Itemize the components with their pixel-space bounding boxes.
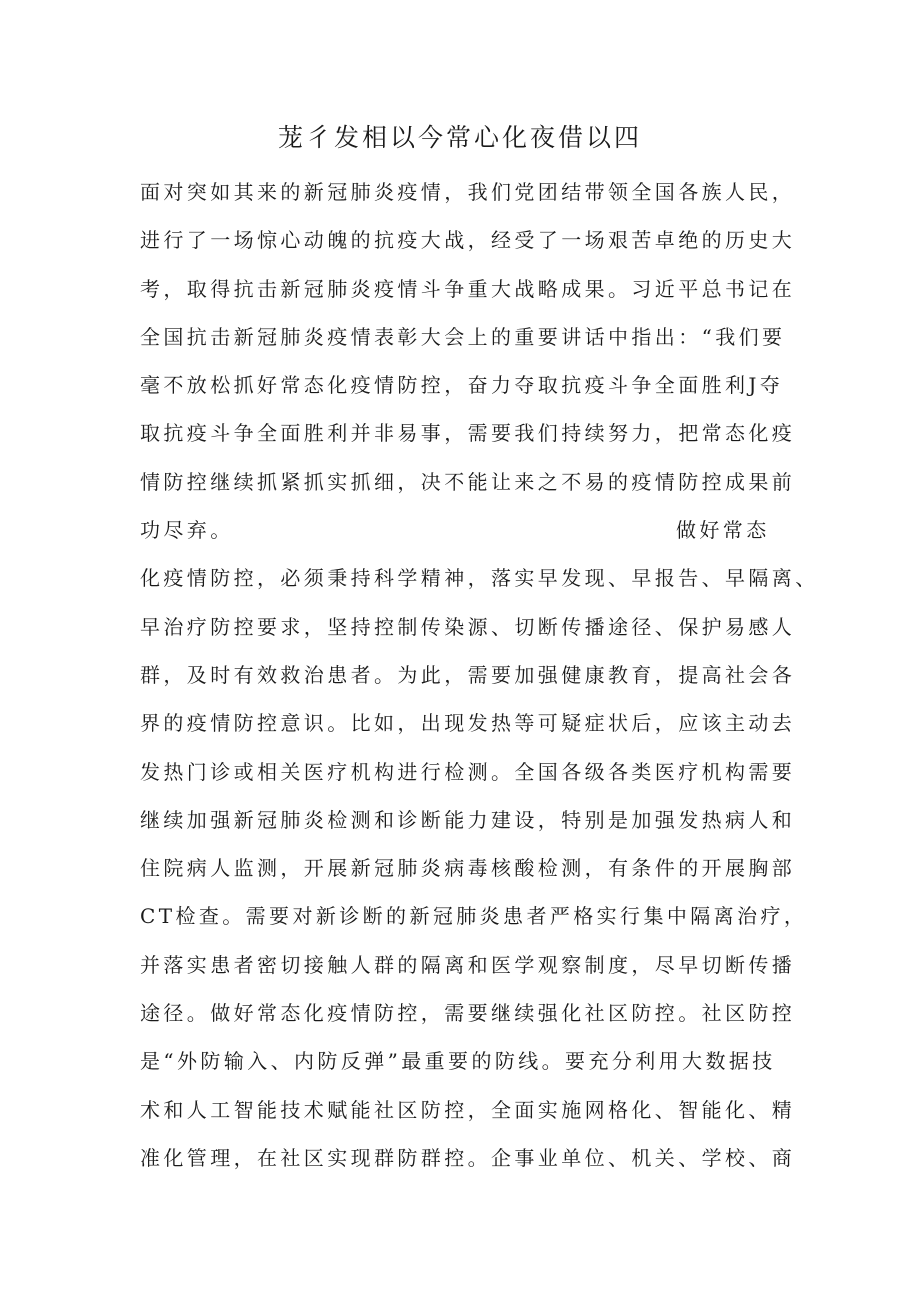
text-line: 面对突如其来的新冠肺炎疫情，我们党团结带领全国各族人民， — [140, 180, 796, 204]
text-line: 界的疫情防控意识。比如，出现发热等可疑症状后，应该主动去 — [140, 711, 796, 736]
text-line: 是“外防输入、内防反弹”最重要的防线。要充分利用大数据技 — [140, 1049, 776, 1074]
text-line: 并落实患者密切接触人群的隔离和医学观察制度，尽早切断传播 — [140, 952, 796, 977]
text-line: 准化管理，在社区实现群防群控。企事业单位、机关、学校、商 — [140, 1145, 796, 1170]
text-line: 早治疗防控要求，坚持控制传染源、切断传播途径、保护易感人 — [140, 614, 796, 639]
text-line: 进行了一场惊心动魄的抗疫大战，经受了一场艰苦卓绝的历史大 — [140, 228, 796, 253]
paragraph-start-text: 做好常态 — [676, 518, 770, 543]
text-line: 发热门诊或相关医疗机构进行检测。全国各级各类医疗机构需要 — [140, 759, 796, 784]
text-line-split — [140, 510, 790, 558]
document-title: 茏彳发相以今常心化夜借以四 — [277, 123, 642, 152]
text-line: 情防控继续抓紧抓实抓细，决不能让来之不易的疫情防控成果前 — [140, 469, 796, 494]
text-line: 取抗疫斗争全面胜利并非易事，需要我们持续努力，把常态化疫 — [140, 421, 796, 446]
text-line: 住院病人监测，开展新冠肺炎病毒核酸检测，有条件的开展胸部 — [140, 856, 796, 881]
text-line: 考，取得抗击新冠肺炎疫情斗争重大战略成果。习近平总书记在 — [140, 276, 796, 301]
document-body — [140, 172, 819, 1186]
text-line: 化疫情防控，必须秉持科学精神，落实早发现、早报告、早隔离、 — [140, 566, 819, 591]
text-line: CT检查。需要对新诊断的新冠肺炎患者严格实行集中隔离治疗， — [140, 904, 808, 929]
text-line: 毫不放松抓好常态化疫情防控，奋力夺取抗疫斗争全面胜利J夺 — [140, 373, 784, 398]
paragraph-end-text: 功尽弃。 — [140, 518, 234, 543]
text-line: 群，及时有效救治患者。为此，需要加强健康教育，提高社会各 — [140, 662, 796, 687]
text-line: 全国抗击新冠肺炎疫情表彰大会上的重要讲话中指出：“我们要 — [140, 324, 786, 349]
text-line: 途径。做好常态化疫情防控，需要继续强化社区防控。社区防控 — [140, 1001, 796, 1026]
text-line: 继续加强新冠肺炎检测和诊断能力建设，特别是加强发热病人和 — [140, 807, 796, 832]
text-line: 术和人工智能技术赋能社区防控，全面实施网格化、智能化、精 — [140, 1097, 796, 1122]
